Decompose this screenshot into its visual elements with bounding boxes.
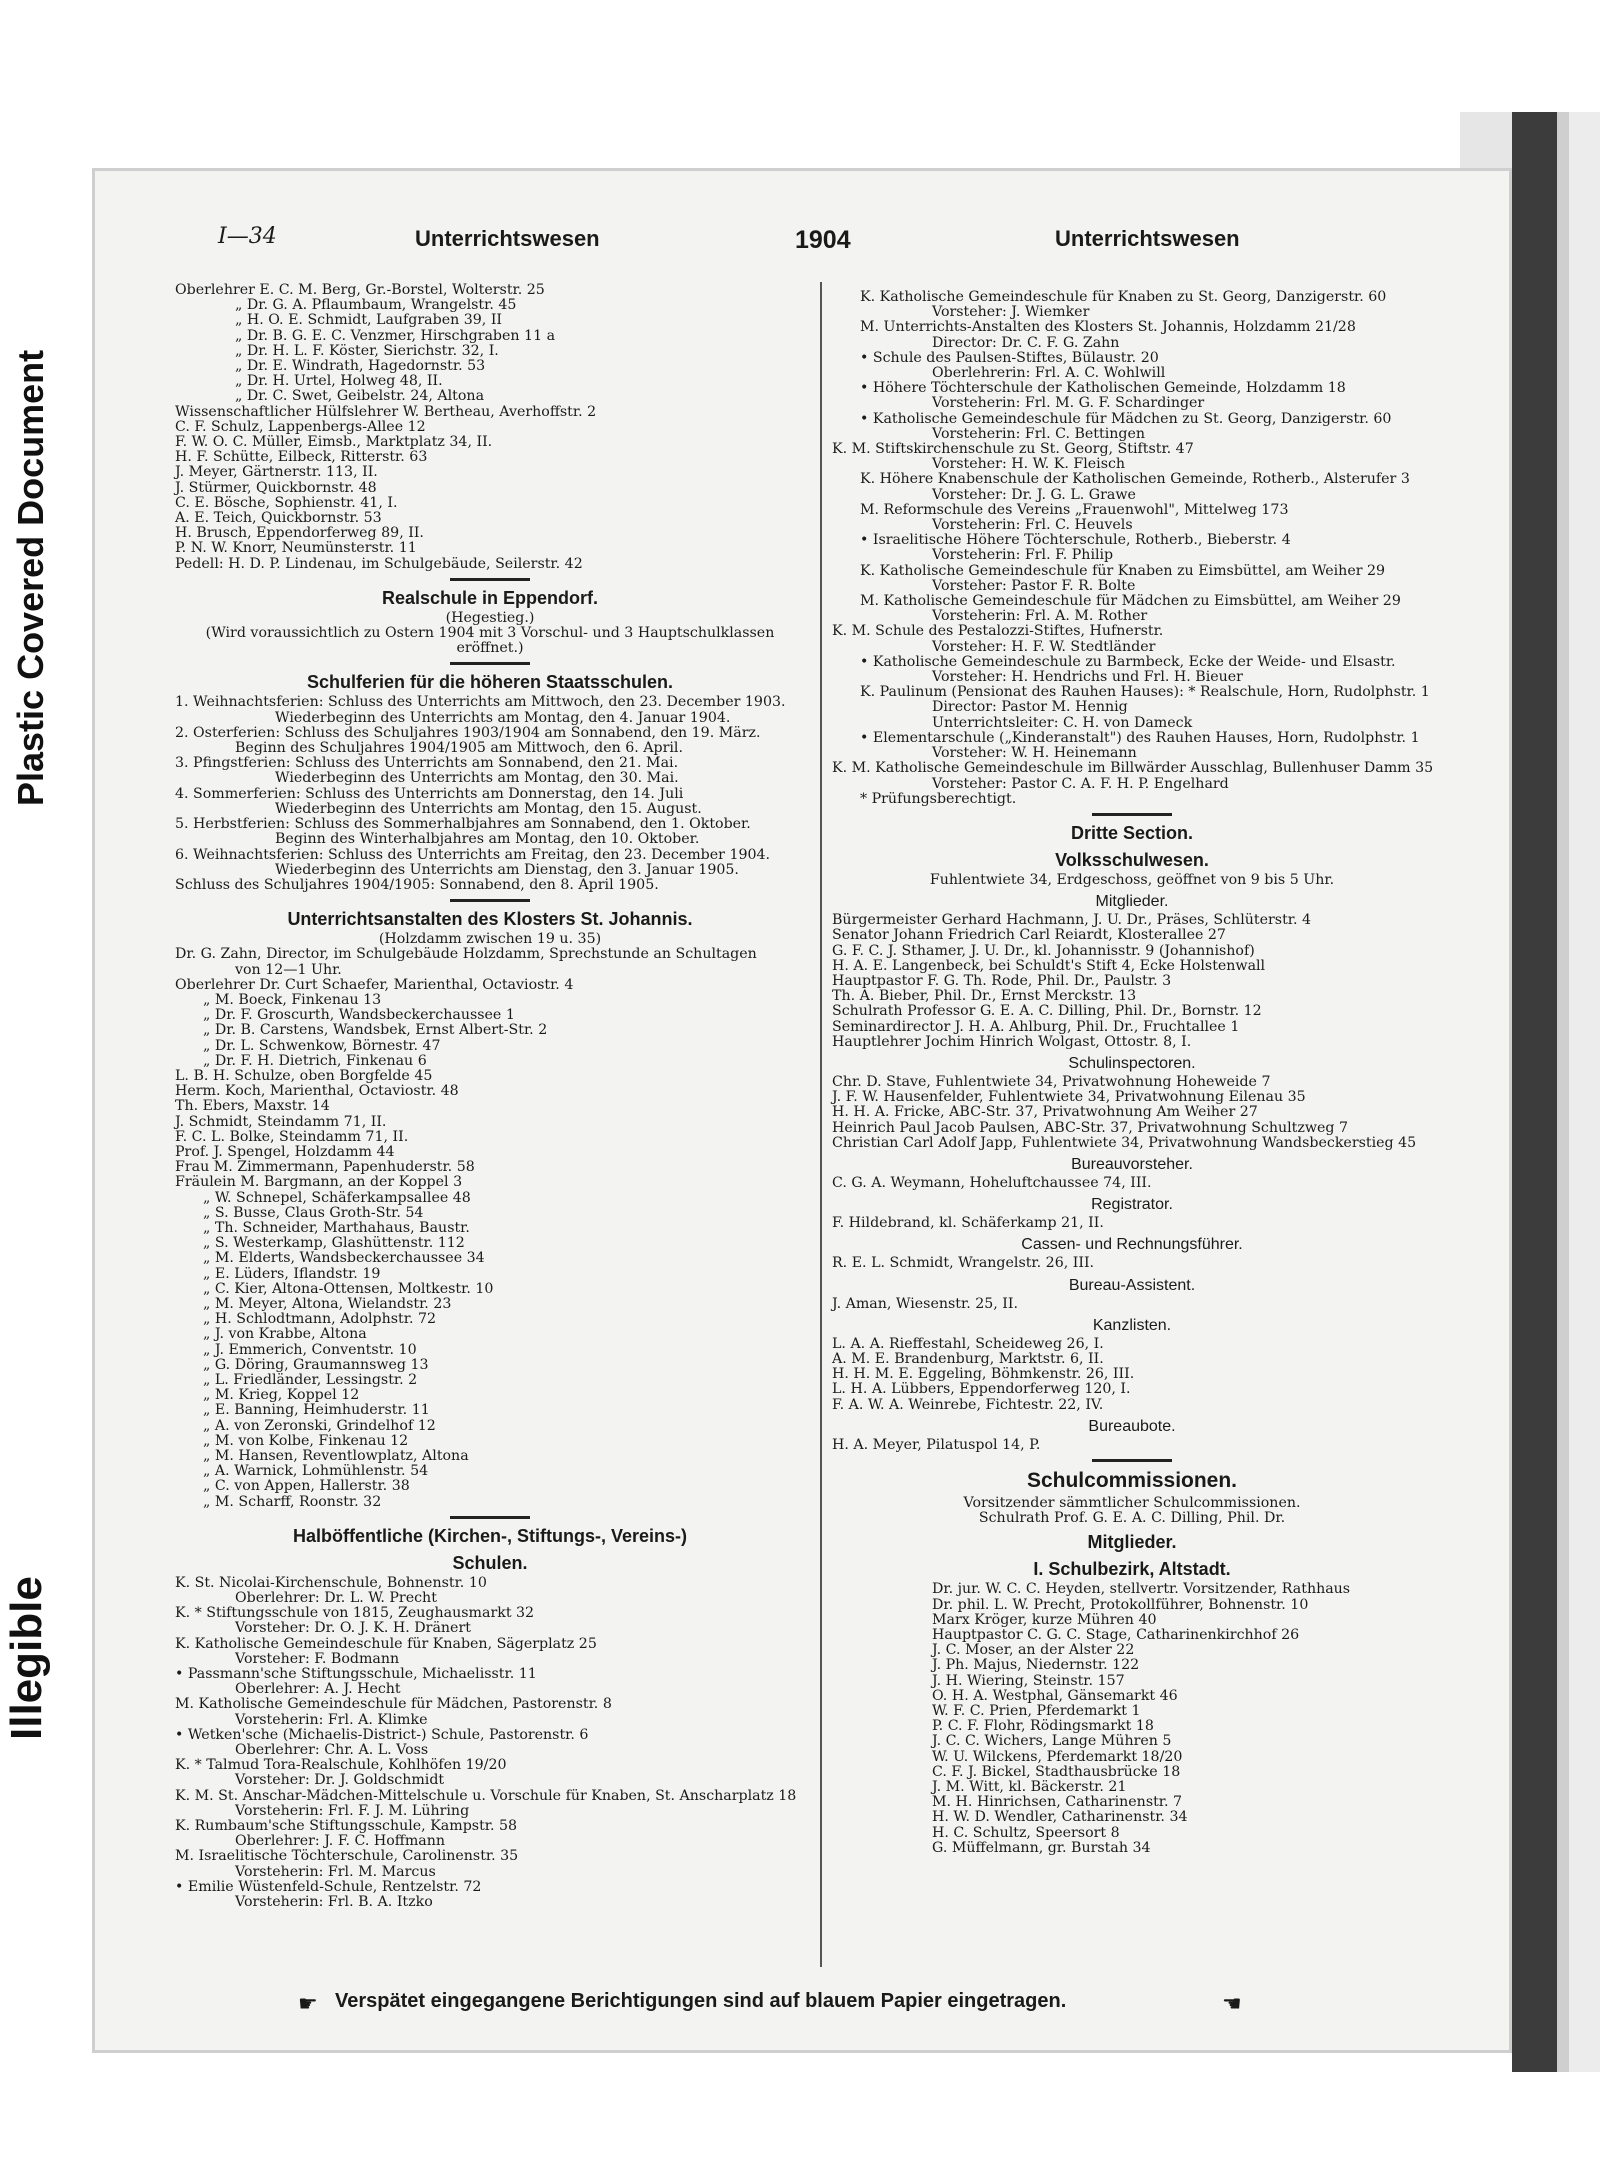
text-line: Vorsteher: W. H. Heinemann — [932, 745, 1137, 762]
text-line: 2. Osterferien: Schluss des Schuljahres 1903/1904 am Sonnabend, den 19. März. — [175, 724, 761, 741]
text-line: Schulrath Prof. G. E. A. C. Dilling, Phil. Dr. — [978, 1510, 1286, 1527]
plastic-covered-label-wrap — [10, 349, 51, 826]
section-heading: Dritte Section. — [1070, 822, 1194, 843]
text-line: J. H. Wiering, Steinstr. 157 — [932, 1672, 1125, 1689]
text-line: F. A. W. A. Weinrebe, Fichtestr. 22, IV. — [832, 1396, 1104, 1413]
text-line: „ S. Busse, Claus Groth-Str. 54 — [203, 1204, 424, 1221]
text-line: Vorsteher: H. W. K. Fleisch — [932, 456, 1126, 473]
text-line: J. Stürmer, Quickbornstr. 48 — [175, 479, 377, 496]
text-line: Hauptpastor F. G. Th. Rode, Phil. Dr., Paulstr. 3 — [832, 972, 1172, 989]
text-line: K. Paulinum (Pensionat des Rauhen Hauses): * Realschule, Horn, Rudolphstr. 1 — [860, 684, 1430, 701]
text-line: Dr. G. Zahn, Director, im Schulgebäude Holzdamm, Sprechstunde an Schultagen — [175, 946, 757, 963]
text-line: „ Dr. C. Swet, Geibelstr. 24, Altona — [235, 388, 485, 405]
text-line: • Wetken'sche (Michaelis-District-) Schule, Pastorenstr. 6 — [175, 1726, 589, 1743]
text-line: P. C. F. Flohr, Rödingsmarkt 18 — [932, 1718, 1154, 1735]
section-rule — [450, 578, 530, 581]
text-line: K. Rumbaum'sche Stiftungsschule, Kampstr. 58 — [175, 1818, 518, 1835]
text-line: R. E. L. Schmidt, Wrangelstr. 26, III. — [832, 1255, 1095, 1272]
text-line: • Israelitische Höhere Töchterschule, Rotherb., Bieberstr. 4 — [860, 532, 1291, 549]
text-line: Vorsteher: Dr. O. J. K. H. Dränert — [235, 1620, 471, 1637]
text-line: F. Hildebrand, kl. Schäferkamp 21, II. — [832, 1215, 1104, 1232]
sub-heading: Schulinspectoren. — [1068, 1054, 1196, 1072]
text-line: von 12—1 Uhr. — [235, 961, 342, 978]
text-line: 1. Weihnachtsferien: Schluss des Unterrichts am Mittwoch, den 23. December 1903. — [175, 694, 786, 711]
text-line: K. Katholische Gemeindeschule für Knaben zu Eimsbüttel, am Weiher 29 — [860, 562, 1386, 579]
text-line: C. G. A. Weymann, Hoheluftchaussee 74, III. — [832, 1174, 1152, 1191]
text-line: K. St. Nicolai-Kirchenschule, Bohnenstr. 10 — [175, 1574, 487, 1591]
text-line: M. Israelitische Töchterschule, Carolinenstr. 35 — [175, 1848, 519, 1865]
plastic-covered-label: Plastic Covered Document — [10, 349, 51, 806]
text-line: H. Brusch, Eppendorferweg 89, II. — [175, 525, 424, 542]
text-line: „ E. Lüders, Iflandstr. 19 — [203, 1265, 381, 1282]
text-line: 4. Sommerferien: Schluss des Unterrichts am Donnerstag, den 14. Juli — [175, 785, 684, 802]
text-line: „ M. Krieg, Koppel 12 — [203, 1387, 360, 1404]
text-line: eröffnet.) — [456, 640, 524, 657]
text-line: Beginn des Schuljahres 1904/1905 am Mittwoch, den 6. April. — [235, 740, 683, 757]
text-line: • Katholische Gemeindeschule für Mädchen zu St. Georg, Danzigerstr. 60 — [860, 410, 1392, 427]
header-right-title: Unterrichtswesen — [1055, 226, 1240, 251]
text-line: C. F. J. Bickel, Stadthausbrücke 18 — [932, 1763, 1181, 1780]
text-line: Oberlehrer Dr. Curt Schaefer, Marienthal, Octaviostr. 4 — [175, 976, 574, 993]
text-line: „ M. Hansen, Reventlowplatz, Altona — [203, 1448, 469, 1465]
text-line: „ Dr. F. H. Dietrich, Finkenau 6 — [203, 1052, 427, 1069]
text-line: „ M. Elderts, Wandsbeckerchaussee 34 — [203, 1250, 485, 1267]
section-rule — [1092, 813, 1172, 816]
text-line: Vorsteher: Dr. J. G. L. Grawe — [932, 486, 1136, 503]
text-line: Th. A. Bieber, Phil. Dr., Ernst Merckstr. 13 — [832, 988, 1137, 1005]
text-line: J. C. C. Wichers, Lange Mühren 5 — [932, 1733, 1172, 1750]
text-line: 5. Herbstferien: Schluss des Sommerhalbjahres am Sonnabend, den 1. Oktober. — [175, 816, 751, 833]
text-line: J. Aman, Wiesenstr. 25, II. — [832, 1295, 1019, 1312]
text-line: Wiederbeginn des Unterrichts am Dienstag, den 3. Januar 1905. — [275, 861, 739, 878]
adjacent-page-edge — [1460, 112, 1512, 168]
text-line: Oberlehrer E. C. M. Berg, Gr.-Borstel, Wolterstr. 25 — [175, 282, 545, 298]
sub-heading: Cassen- und Rechnungsführer. — [1021, 1236, 1243, 1254]
text-line: „ A. von Zeronski, Grindelhof 12 — [203, 1417, 436, 1434]
text-line: Pedell: H. D. P. Lindenau, im Schulgebäude, Seilerstr. 42 — [175, 555, 583, 572]
text-line: „ J. Emmerich, Conventstr. 10 — [203, 1341, 417, 1358]
text-line: G. Müffelmann, gr. Burstah 34 — [932, 1839, 1151, 1856]
section-heading: Schulferien für die höheren Staatsschulen. — [306, 672, 674, 693]
text-line: Vorsteherin: Frl. C. Bettingen — [932, 425, 1145, 442]
text-line: Director: Dr. C. F. G. Zahn — [932, 334, 1120, 351]
text-line: „ Dr. H. L. F. Köster, Sierichstr. 32, I. — [235, 342, 499, 359]
text-line: Heinrich Paul Jacob Paulsen, ABC-Str. 37, Privatwohnung Schultzweg 7 — [832, 1119, 1349, 1136]
text-line: Vorsteherin: Frl. F. J. M. Lühring — [235, 1802, 470, 1819]
text-line: J. Schmidt, Steindamm 71, II. — [175, 1113, 387, 1130]
pointing-hand-left-icon: ☛ — [298, 1992, 318, 2017]
text-line: • Emilie Wüstenfeld-Schule, Rentzelstr. 72 — [175, 1878, 482, 1895]
text-line: Fuhlentwiete 34, Erdgeschoss, geöffnet von 9 bis 5 Uhr. — [929, 871, 1335, 888]
text-line: K. Katholische Gemeindeschule für Knaben, Sägerplatz 25 — [175, 1635, 597, 1652]
text-line: „ M. Meyer, Altona, Wielandstr. 23 — [203, 1295, 452, 1312]
text-line: Vorsteherin: Frl. M. G. F. Schardinger — [932, 395, 1205, 412]
text-line: Vorsteher: Pastor C. A. F. H. P. Engelhard — [932, 775, 1229, 792]
header-year: 1904 — [795, 226, 851, 254]
section-heading: Halböffentliche (Kirchen-, Stiftungs-, Vereins-) — [292, 1525, 688, 1546]
section-rule — [1092, 1459, 1172, 1462]
text-line: Fräulein M. Bargmann, an der Koppel 3 — [175, 1174, 463, 1191]
text-line: J. Ph. Majus, Niedernstr. 122 — [932, 1657, 1140, 1674]
text-line: G. F. C. J. Sthamer, J. U. Dr., kl. Johannisstr. 9 (Johannishof) — [832, 942, 1255, 959]
text-line: M. Unterrichts-Anstalten des Klosters St. Johannis, Holzdamm 21/28 — [860, 319, 1356, 336]
text-line: Vorsteher: Pastor F. R. Bolte — [932, 577, 1136, 594]
text-line: Vorsteherin: Frl. M. Marcus — [235, 1863, 436, 1880]
text-line: Vorsteher: H. F. W. Stedtländer — [932, 638, 1156, 655]
section-heading: Volksschulwesen. — [1055, 849, 1209, 870]
text-line: (Wird voraussichtlich zu Ostern 1904 mit 3 Vorschul- und 3 Hauptschulklassen — [205, 625, 775, 642]
text-line: L. H. A. Lübbers, Eppendorferweg 120, I. — [832, 1381, 1131, 1398]
column-divider — [820, 282, 822, 1967]
text-line: Dr. phil. L. W. Precht, Protokollführer, Bohnenstr. 10 — [932, 1596, 1309, 1613]
text-line: „ Th. Schneider, Marthahaus, Baustr. — [203, 1219, 470, 1236]
text-line: Vorsteherin: Frl. B. A. Itzko — [235, 1894, 433, 1911]
text-line: A. E. Teich, Quickbornstr. 53 — [175, 510, 382, 527]
text-line: Director: Pastor M. Hennig — [932, 699, 1128, 716]
text-line: „ H. O. E. Schmidt, Laufgraben 39, II — [235, 312, 503, 329]
text-line: „ M. von Kolbe, Finkenau 12 — [203, 1432, 409, 1449]
text-line: H. A. Meyer, Pilatuspol 14, P. — [832, 1436, 1041, 1453]
text-line: „ Dr. H. Urtel, Holweg 48, II. — [235, 373, 443, 390]
page-number: I—34 — [218, 224, 277, 249]
text-line: M. H. Hinrichsen, Catharinenstr. 7 — [932, 1794, 1183, 1811]
illegible-label: Illegible — [2, 1576, 51, 1740]
text-line: A. M. E. Brandenburg, Marktstr. 6, II. — [832, 1350, 1104, 1367]
text-line: L. B. H. Schulze, oben Borgfelde 45 — [175, 1067, 433, 1084]
section-heading: Schulcommissionen. — [1026, 1468, 1238, 1492]
text-line: „ Dr. E. Windrath, Hagedornstr. 53 — [235, 358, 486, 375]
text-line: Oberlehrer: J. F. C. Hoffmann — [235, 1833, 446, 1850]
text-line: F. W. O. C. Müller, Eimsb., Marktplatz 34, II. — [175, 434, 493, 451]
text-line: Herm. Koch, Marienthal, Octaviostr. 48 — [175, 1083, 459, 1100]
text-line: W. U. Wilckens, Pferdemarkt 18/20 — [932, 1748, 1183, 1765]
text-line: Marx Kröger, kurze Mühren 40 — [932, 1611, 1157, 1628]
pointing-hand-right-icon: ☚ — [1222, 1992, 1242, 2017]
text-line: „ Dr. L. Schwenkow, Börnestr. 47 — [203, 1037, 441, 1054]
text-line: Vorsteher: Dr. J. Goldschmidt — [235, 1772, 445, 1789]
text-line: H. F. Schütte, Eilbeck, Ritterstr. 63 — [175, 449, 428, 466]
text-line: F. C. L. Bolke, Steindamm 71, II. — [175, 1128, 409, 1145]
text-line: K. * Stiftungsschule von 1815, Zeughausmarkt 32 — [175, 1605, 535, 1622]
text-line: Dr. jur. W. C. C. Heyden, stellvertr. Vorsitzender, Rathhaus — [932, 1581, 1351, 1598]
sub-heading: Mitglieder. — [1095, 893, 1169, 911]
section-heading: Unterrichtsanstalten des Klosters St. Johannis. — [287, 909, 693, 930]
text-line: Oberlehrer: A. J. Hecht — [235, 1681, 401, 1698]
left-column — [175, 283, 805, 1910]
text-line: Frau M. Zimmermann, Papenhuderstr. 58 — [175, 1159, 475, 1176]
section-rule — [450, 899, 530, 902]
text-line: „ M. Boeck, Finkenau 13 — [203, 991, 382, 1008]
text-line: M. Katholische Gemeindeschule für Mädchen zu Eimsbüttel, am Weiher 29 — [860, 593, 1401, 610]
text-line: Vorsteherin: Frl. C. Heuvels — [932, 517, 1133, 534]
text-line: J. Meyer, Gärtnerstr. 113, II. — [175, 464, 378, 481]
sub-heading: Bureau-Assistent. — [1068, 1276, 1196, 1294]
text-line: • Höhere Töchterschule der Katholischen Gemeinde, Holzdamm 18 — [860, 380, 1346, 397]
text-line: 3. Pfingstferien: Schluss des Unterrichts am Sonnabend, den 21. Mai. — [175, 755, 679, 772]
text-line: „ L. Friedländer, Lessingstr. 2 — [203, 1372, 418, 1388]
text-line: „ G. Döring, Graumannsweg 13 — [203, 1356, 429, 1373]
text-line: Vorsteher: J. Wiemker — [932, 304, 1090, 321]
text-line: M. Katholische Gemeindeschule für Mädchen, Pastorenstr. 8 — [175, 1696, 612, 1713]
text-line: (Holzdamm zwischen 19 u. 35) — [378, 931, 602, 948]
text-line: H. W. D. Wendler, Catharinenstr. 34 — [932, 1809, 1188, 1826]
text-line: Wiederbeginn des Unterrichts am Montag, den 4. Januar 1904. — [275, 709, 731, 726]
text-line: „ Dr. B. G. E. C. Venzmer, Hirschgraben 11 a — [235, 327, 556, 344]
section-heading: Mitglieder. — [1087, 1532, 1177, 1553]
text-line: J. F. W. Hausenfelder, Fuhlentwiete 34, Privatwohnung Eilenau 35 — [832, 1089, 1306, 1106]
text-line: Hauptpastor C. G. C. Stage, Catharinenkirchhof 26 — [932, 1627, 1300, 1643]
text-line: • Katholische Gemeindeschule zu Barmbeck, Ecke der Weide- und Elsastr. — [860, 653, 1396, 670]
text-line: Vorsitzender sämmtlicher Schulcommissionen. — [963, 1494, 1301, 1511]
text-line: • Schule des Paulsen-Stiftes, Bülaustr. 20 — [860, 349, 1159, 366]
text-line: L. A. A. Rieffestahl, Scheideweg 26, I. — [832, 1335, 1104, 1352]
text-line: H. H. A. Fricke, ABC-Str. 37, Privatwohnung Am Weiher 27 — [832, 1104, 1258, 1121]
sub-heading: Bureaubote. — [1088, 1417, 1176, 1435]
text-line: O. H. A. Westphal, Gänsemarkt 46 — [932, 1687, 1178, 1704]
text-line: „ C. Kier, Altona-Ottensen, Moltkestr. 10 — [203, 1280, 494, 1297]
text-line: Beginn des Winterhalbjahres am Montag, den 10. Oktober. — [275, 831, 700, 848]
sub-heading: Registrator. — [1091, 1196, 1173, 1214]
text-line: Vorsteherin: Frl. A. Klimke — [235, 1711, 428, 1728]
section-heading: Realschule in Eppendorf. — [381, 587, 599, 608]
text-line: Unterrichtsleiter: C. H. von Dameck — [932, 714, 1193, 731]
text-line: Oberlehrer: Dr. L. W. Precht — [235, 1590, 437, 1607]
text-line: * Prüfungsberechtigt. — [860, 790, 1017, 807]
binding-shadow — [1512, 112, 1557, 2072]
text-line: J. M. Witt, kl. Bäckerstr. 21 — [932, 1779, 1127, 1796]
text-line: Oberlehrerin: Frl. A. C. Wohlwill — [932, 365, 1166, 382]
text-line: „ W. Schnepel, Schäferkampsallee 48 — [203, 1189, 471, 1206]
footer-note: Verspätet eingegangene Berichtigungen sind auf blauem Papier eingetragen. — [335, 1990, 1067, 2012]
text-line: H. H. M. E. Eggeling, Böhmkenstr. 26, III. — [832, 1366, 1135, 1383]
text-line: „ Dr. G. A. Pflaumbaum, Wrangelstr. 45 — [235, 297, 517, 314]
text-line: K. Katholische Gemeindeschule für Knaben zu St. Georg, Danzigerstr. 60 — [860, 289, 1387, 305]
text-line: Oberlehrer: Chr. A. L. Voss — [235, 1742, 429, 1759]
text-line: • Passmann'sche Stiftungsschule, Michaelisstr. 11 — [175, 1666, 537, 1683]
text-line: K. M. Katholische Gemeindeschule im Billwärder Ausschlag, Bullenhuser Damm 35 — [832, 760, 1434, 777]
text-line: H. A. E. Langenbeck, bei Schuldt's Stift 4, Ecke Holstenwall — [832, 957, 1266, 974]
text-line: Wiederbeginn des Unterrichts am Montag, den 30. Mai. — [275, 770, 679, 787]
header-left-title: Unterrichtswesen — [415, 226, 600, 251]
text-line: (Hegestieg.) — [445, 609, 535, 626]
text-line: 6. Weihnachtsferien: Schluss des Unterrichts am Freitag, den 23. December 1904. — [175, 846, 771, 863]
text-line: Vorsteher: F. Bodmann — [235, 1650, 400, 1667]
text-line: Seminardirector J. H. A. Ahlburg, Phil. Dr., Fruchtallee 1 — [832, 1018, 1240, 1035]
text-line: „ A. Warnick, Lohmühlenstr. 54 — [203, 1463, 429, 1480]
binding-edge — [1557, 112, 1569, 2072]
text-line: „ C. von Appen, Hallerstr. 38 — [203, 1478, 410, 1495]
text-line: „ M. Scharff, Roonstr. 32 — [203, 1493, 382, 1510]
text-line: „ Dr. F. Groscurth, Wandsbeckerchaussee 1 — [203, 1007, 515, 1024]
text-line: Vorsteher: H. Hendrichs und Frl. H. Bieuer — [932, 669, 1243, 686]
text-line: K. M. Schule des Pestalozzi-Stiftes, Hufnerstr. — [832, 623, 1164, 640]
text-line: „ Dr. B. Carstens, Wandsbek, Ernst Albert-Str. 2 — [203, 1022, 548, 1039]
text-line: K. M. Stiftskirchenschule zu St. Georg, Stiftstr. 47 — [832, 441, 1194, 458]
next-page-edge — [1569, 112, 1600, 2072]
text-line: Chr. D. Stave, Fuhlentwiete 34, Privatwohnung Hoheweide 7 — [832, 1073, 1271, 1090]
text-line: K. Höhere Knabenschule der Katholischen Gemeinde, Rotherb., Alsterufer 3 — [860, 471, 1410, 488]
right-column — [832, 290, 1432, 1856]
text-line: Th. Ebers, Maxstr. 14 — [175, 1098, 330, 1115]
text-line: P. N. W. Knorr, Neumünsterstr. 11 — [175, 540, 417, 557]
text-line: Bürgermeister Gerhard Hachmann, J. U. Dr., Präses, Schlüterstr. 4 — [832, 912, 1312, 929]
text-line: C. E. Bösche, Sophienstr. 41, I. — [175, 494, 398, 511]
text-line: Christian Carl Adolf Japp, Fuhlentwiete 34, Privatwohnung Wandsbeckerstieg 45 — [832, 1134, 1417, 1151]
text-line: „ H. Schlodtmann, Adolphstr. 72 — [203, 1311, 437, 1328]
text-line: C. F. Schulz, Lappenbergs-Allee 12 — [175, 418, 426, 435]
section-heading: I. Schulbezirk, Altstadt. — [1033, 1559, 1231, 1580]
text-line: Vorsteherin: Frl. A. M. Rother — [932, 608, 1148, 625]
text-line: Schulrath Professor G. E. A. C. Dilling, Phil. Dr., Bornstr. 12 — [832, 1003, 1262, 1020]
text-line: „ E. Banning, Heimhuderstr. 11 — [203, 1402, 430, 1419]
text-line: H. C. Schultz, Speersort 8 — [932, 1824, 1120, 1841]
text-line: Wiederbeginn des Unterrichts am Montag, den 15. August. — [275, 800, 702, 817]
text-line: Wissenschaftlicher Hülfslehrer W. Bertheau, Averhoffstr. 2 — [175, 403, 597, 420]
text-line: K. * Talmud Tora-Realschule, Kohlhöfen 19/20 — [175, 1757, 507, 1774]
section-rule — [450, 662, 530, 665]
sub-heading: Kanzlisten. — [1092, 1316, 1172, 1334]
text-line: J. C. Moser, an der Alster 22 — [932, 1642, 1135, 1659]
sub-heading: Bureauvorsteher. — [1071, 1155, 1193, 1173]
text-line: W. F. C. Prien, Pferdemarkt 1 — [932, 1703, 1141, 1720]
text-line: „ S. Westerkamp, Glashüttenstr. 112 — [203, 1235, 465, 1252]
text-line: Hauptlehrer Jochim Hinrich Wolgast, Ottostr. 8, I. — [832, 1033, 1192, 1050]
text-line: Schluss des Schuljahres 1904/1905: Sonnabend, den 8. April 1905. — [175, 876, 659, 893]
section-heading: Schulen. — [452, 1552, 528, 1573]
text-line: „ J. von Krabbe, Altona — [203, 1326, 367, 1343]
text-line: M. Reformschule des Vereins „Frauenwohl", Mittelweg 173 — [860, 501, 1289, 518]
text-line: K. M. St. Anschar-Mädchen-Mittelschule u. Vorschule für Knaben, St. Anscharplatz 18 — [175, 1787, 797, 1804]
section-rule — [450, 1516, 530, 1519]
text-line: Senator Johann Friedrich Carl Reiardt, Klosterallee 27 — [832, 927, 1226, 944]
text-line: Prof. J. Spengel, Holzdamm 44 — [175, 1143, 395, 1160]
text-line: Vorsteherin: Frl. F. Philip — [932, 547, 1114, 564]
text-line: • Elementarschule („Kinderanstalt") des Rauhen Hauses, Horn, Rudolphstr. 1 — [860, 729, 1420, 746]
